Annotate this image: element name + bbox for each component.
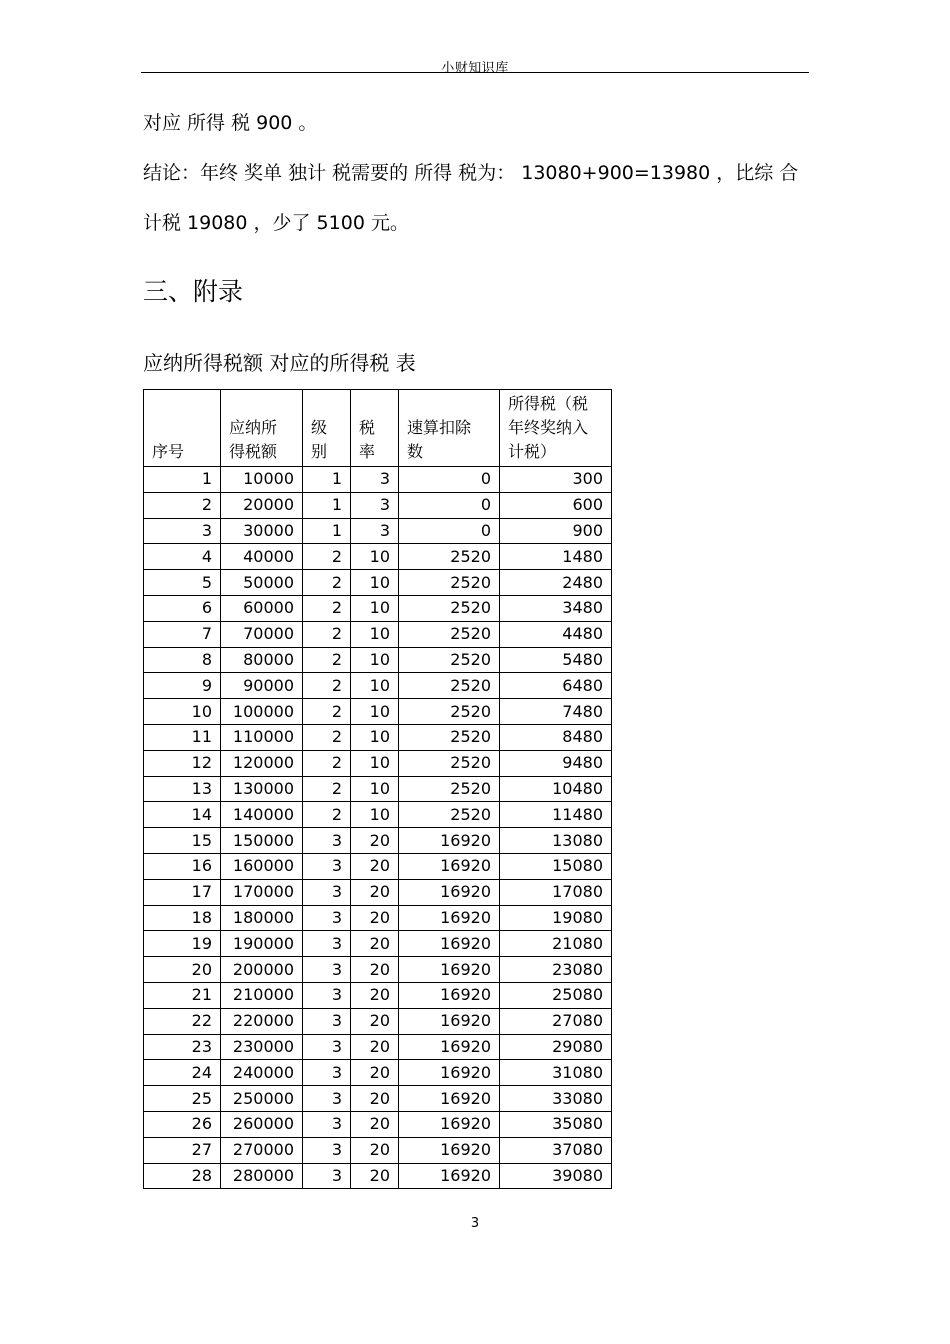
table-cell: 16920 [399, 1086, 500, 1112]
table-cell: 7480 [500, 699, 612, 725]
table-cell: 270000 [221, 1137, 303, 1163]
table-cell: 2520 [399, 750, 500, 776]
table-cell: 2520 [399, 699, 500, 725]
table-cell: 0 [399, 467, 500, 493]
table-cell: 2 [303, 776, 351, 802]
table-cell: 70000 [221, 621, 303, 647]
table-cell: 2 [303, 621, 351, 647]
table-cell: 10 [351, 776, 399, 802]
table-cell: 210000 [221, 982, 303, 1008]
table-cell: 20 [351, 1163, 399, 1189]
table-cell: 16920 [399, 879, 500, 905]
table-cell: 1 [303, 492, 351, 518]
table-row [144, 879, 612, 905]
header-cell: 所得税（税 年终奖纳入 计税） [500, 390, 612, 467]
table-cell: 23080 [500, 957, 612, 983]
table-row [144, 828, 612, 854]
table-cell: 3 [351, 518, 399, 544]
table-cell: 22 [144, 1008, 221, 1034]
table-cell: 3 [303, 1060, 351, 1086]
table-cell: 170000 [221, 879, 303, 905]
table-cell: 24 [144, 1060, 221, 1086]
table-cell: 2 [303, 595, 351, 621]
table-cell: 16920 [399, 1163, 500, 1189]
table-row [144, 544, 612, 570]
paragraph-conclusion-cont: 计税 19080 ，少了 5100 元。 [143, 212, 409, 234]
table-cell: 3 [303, 879, 351, 905]
table-cell: 20 [351, 1086, 399, 1112]
table-cell: 230000 [221, 1034, 303, 1060]
table-cell: 20 [351, 879, 399, 905]
table-cell: 3 [303, 957, 351, 983]
tax-table-body [144, 467, 612, 1189]
table-row [144, 750, 612, 776]
table-cell: 2 [303, 750, 351, 776]
table-cell: 19080 [500, 905, 612, 931]
table-cell: 16920 [399, 828, 500, 854]
table-cell: 8480 [500, 724, 612, 750]
table-cell: 11 [144, 724, 221, 750]
table-cell: 160000 [221, 853, 303, 879]
table-cell: 12 [144, 750, 221, 776]
table-row [144, 1163, 612, 1189]
table-cell: 16920 [399, 1111, 500, 1137]
table-cell: 16920 [399, 982, 500, 1008]
table-cell: 16 [144, 853, 221, 879]
table-cell: 15 [144, 828, 221, 854]
table-cell: 2520 [399, 673, 500, 699]
table-cell: 20 [351, 982, 399, 1008]
paragraph-conclusion: 结论：年终 奖单 独计 税需要的 所得 税为： 13080+900=13980 ，比综 合 [143, 162, 799, 184]
table-cell: 17080 [500, 879, 612, 905]
table-row [144, 1086, 612, 1112]
table-cell: 10000 [221, 467, 303, 493]
table-row [144, 647, 612, 673]
header-row [144, 390, 612, 467]
header-cell: 应纳所 得税额 [221, 390, 303, 467]
table-cell: 2520 [399, 595, 500, 621]
table-cell: 10 [351, 647, 399, 673]
table-cell: 0 [399, 518, 500, 544]
table-cell: 10 [351, 673, 399, 699]
table-cell: 16920 [399, 1008, 500, 1034]
table-cell: 80000 [221, 647, 303, 673]
table-row [144, 982, 612, 1008]
table-cell: 190000 [221, 931, 303, 957]
table-cell: 20 [351, 1008, 399, 1034]
page-number: 3 [470, 1216, 480, 1231]
table-cell: 10 [351, 595, 399, 621]
table-cell: 5 [144, 570, 221, 596]
table-cell: 16920 [399, 853, 500, 879]
table-cell: 39080 [500, 1163, 612, 1189]
table-cell: 200000 [221, 957, 303, 983]
table-cell: 9480 [500, 750, 612, 776]
table-cell: 2480 [500, 570, 612, 596]
table-cell: 2520 [399, 724, 500, 750]
table-cell: 20 [144, 957, 221, 983]
table-cell: 7 [144, 621, 221, 647]
table-cell: 37080 [500, 1137, 612, 1163]
table-cell: 60000 [221, 595, 303, 621]
table-cell: 2 [303, 802, 351, 828]
table-cell: 16920 [399, 1060, 500, 1086]
table-cell: 20 [351, 1111, 399, 1137]
table-cell: 900 [500, 518, 612, 544]
table-cell: 13080 [500, 828, 612, 854]
table-cell: 31080 [500, 1060, 612, 1086]
table-cell: 33080 [500, 1086, 612, 1112]
table-row [144, 621, 612, 647]
table-cell: 18 [144, 905, 221, 931]
table-cell: 50000 [221, 570, 303, 596]
table-row [144, 724, 612, 750]
table-cell: 16920 [399, 1034, 500, 1060]
table-title: 应纳所得税额 对应的所得税 表 [143, 351, 416, 375]
table-cell: 17 [144, 879, 221, 905]
table-cell: 2520 [399, 570, 500, 596]
table-row [144, 1137, 612, 1163]
table-cell: 21080 [500, 931, 612, 957]
tax-table [143, 389, 612, 1189]
table-cell: 3 [303, 853, 351, 879]
table-cell: 21 [144, 982, 221, 1008]
table-row [144, 492, 612, 518]
table-cell: 3 [303, 982, 351, 1008]
table-cell: 90000 [221, 673, 303, 699]
table-cell: 10 [351, 621, 399, 647]
table-cell: 25080 [500, 982, 612, 1008]
table-cell: 3 [303, 1163, 351, 1189]
table-cell: 20 [351, 931, 399, 957]
table-cell: 280000 [221, 1163, 303, 1189]
table-cell: 3 [351, 467, 399, 493]
table-cell: 35080 [500, 1111, 612, 1137]
table-cell: 3 [303, 1111, 351, 1137]
table-cell: 2 [303, 570, 351, 596]
table-cell: 2 [303, 647, 351, 673]
table-cell: 6 [144, 595, 221, 621]
table-cell: 28 [144, 1163, 221, 1189]
table-cell: 15080 [500, 853, 612, 879]
table-cell: 120000 [221, 750, 303, 776]
table-cell: 3 [303, 1086, 351, 1112]
header-cell: 序号 [144, 390, 221, 467]
table-cell: 10 [351, 570, 399, 596]
table-cell: 4480 [500, 621, 612, 647]
table-cell: 3 [351, 492, 399, 518]
header-cell: 级 别 [303, 390, 351, 467]
table-cell: 300 [500, 467, 612, 493]
table-cell: 140000 [221, 802, 303, 828]
table-cell: 2520 [399, 802, 500, 828]
table-cell: 26 [144, 1111, 221, 1137]
table-cell: 10480 [500, 776, 612, 802]
table-cell: 3 [303, 1008, 351, 1034]
table-row [144, 905, 612, 931]
table-cell: 2520 [399, 621, 500, 647]
table-cell: 20 [351, 905, 399, 931]
table-row [144, 802, 612, 828]
table-row [144, 699, 612, 725]
table-cell: 25 [144, 1086, 221, 1112]
table-cell: 2 [303, 673, 351, 699]
table-cell: 19 [144, 931, 221, 957]
table-cell: 20 [351, 853, 399, 879]
table-cell: 6480 [500, 673, 612, 699]
table-cell: 1 [303, 467, 351, 493]
table-cell: 20 [351, 1034, 399, 1060]
table-cell: 20 [351, 1060, 399, 1086]
section-title: 三、附录 [143, 277, 244, 306]
table-cell: 16920 [399, 931, 500, 957]
table-cell: 600 [500, 492, 612, 518]
table-row [144, 467, 612, 493]
table-cell: 8 [144, 647, 221, 673]
table-cell: 240000 [221, 1060, 303, 1086]
table-cell: 1480 [500, 544, 612, 570]
table-cell: 2 [303, 544, 351, 570]
table-cell: 100000 [221, 699, 303, 725]
table-cell: 2520 [399, 776, 500, 802]
table-cell: 16920 [399, 1137, 500, 1163]
table-row [144, 776, 612, 802]
table-cell: 40000 [221, 544, 303, 570]
table-cell: 20 [351, 957, 399, 983]
table-cell: 220000 [221, 1008, 303, 1034]
table-cell: 23 [144, 1034, 221, 1060]
table-cell: 1 [144, 467, 221, 493]
table-cell: 27 [144, 1137, 221, 1163]
header-cell: 速算扣除 数 [399, 390, 500, 467]
table-cell: 1 [303, 518, 351, 544]
table-cell: 5480 [500, 647, 612, 673]
table-cell: 10 [351, 724, 399, 750]
table-row [144, 595, 612, 621]
table-cell: 3 [303, 1137, 351, 1163]
table-cell: 180000 [221, 905, 303, 931]
table-cell: 3480 [500, 595, 612, 621]
table-cell: 13 [144, 776, 221, 802]
table-cell: 16920 [399, 957, 500, 983]
table-row [144, 570, 612, 596]
table-cell: 2520 [399, 647, 500, 673]
table-cell: 150000 [221, 828, 303, 854]
table-cell: 260000 [221, 1111, 303, 1137]
header-rule [141, 72, 809, 73]
table-cell: 10 [351, 699, 399, 725]
table-cell: 3 [303, 931, 351, 957]
table-cell: 10 [351, 802, 399, 828]
table-row [144, 853, 612, 879]
table-cell: 11480 [500, 802, 612, 828]
table-cell: 20000 [221, 492, 303, 518]
header-cell: 税 率 [351, 390, 399, 467]
table-cell: 3 [303, 905, 351, 931]
table-cell: 20 [351, 1137, 399, 1163]
table-cell: 27080 [500, 1008, 612, 1034]
table-row [144, 957, 612, 983]
table-cell: 3 [303, 1034, 351, 1060]
table-row [144, 1034, 612, 1060]
table-cell: 110000 [221, 724, 303, 750]
table-cell: 250000 [221, 1086, 303, 1112]
paragraph-tax-900: 对应 所得 税 900 。 [143, 112, 318, 134]
table-cell: 2 [303, 699, 351, 725]
table-row [144, 518, 612, 544]
table-cell: 2 [303, 724, 351, 750]
table-cell: 10 [144, 699, 221, 725]
table-cell: 3 [144, 518, 221, 544]
tax-table-header [144, 390, 612, 467]
table-cell: 2520 [399, 544, 500, 570]
table-cell: 29080 [500, 1034, 612, 1060]
table-cell: 16920 [399, 905, 500, 931]
table-cell: 10 [351, 544, 399, 570]
table-cell: 130000 [221, 776, 303, 802]
table-row [144, 931, 612, 957]
table-cell: 9 [144, 673, 221, 699]
table-cell: 0 [399, 492, 500, 518]
table-row [144, 1111, 612, 1137]
table-row [144, 1008, 612, 1034]
table-cell: 30000 [221, 518, 303, 544]
table-cell: 10 [351, 750, 399, 776]
table-cell: 4 [144, 544, 221, 570]
table-cell: 2 [144, 492, 221, 518]
table-row [144, 1060, 612, 1086]
page-header: 小财知识库 [441, 61, 509, 76]
table-cell: 14 [144, 802, 221, 828]
table-row [144, 673, 612, 699]
table-cell: 3 [303, 828, 351, 854]
table-cell: 20 [351, 828, 399, 854]
